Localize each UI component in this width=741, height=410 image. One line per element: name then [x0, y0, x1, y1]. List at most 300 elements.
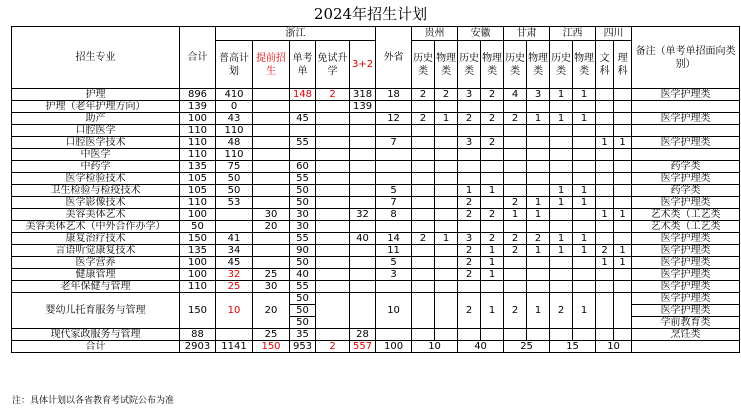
plan-cell: [350, 125, 376, 137]
plan-cell: [435, 161, 458, 173]
plan-cell: [504, 185, 527, 197]
plan-cell: 1: [573, 233, 596, 245]
table-row: [12, 161, 740, 173]
table-row: [12, 245, 740, 257]
plan-cell: [458, 125, 481, 137]
plan-cell: [350, 149, 376, 161]
plan-cell: [253, 125, 290, 137]
plan-cell: [253, 89, 290, 101]
plan-cell: [550, 329, 573, 341]
plan-cell: 30: [253, 281, 290, 293]
plan-cell: 410: [216, 89, 253, 101]
plan-cell: [435, 125, 458, 137]
footnote: 注：具体计划以各省教育考试院公布为准: [12, 396, 175, 406]
plan-cell: [458, 281, 481, 293]
plan-cell: [573, 257, 596, 269]
major-name: 助产: [12, 113, 180, 125]
plan-cell: [412, 161, 435, 173]
plan-cell: [614, 329, 632, 341]
table-row: [12, 101, 740, 113]
plan-cell: [458, 161, 481, 173]
plan-cell: 110: [216, 125, 253, 137]
plan-cell: [458, 173, 481, 185]
plan-cell: 2: [481, 113, 504, 125]
plan-cell: [614, 113, 632, 125]
plan-cell: [504, 173, 527, 185]
plan-cell: [376, 329, 412, 341]
plan-cell: [527, 221, 550, 233]
plan-cell: 30: [290, 209, 316, 221]
table-row: [12, 233, 740, 245]
plan-cell: [527, 329, 550, 341]
plan-cell: 2: [481, 137, 504, 149]
plan-cell: 2: [458, 209, 481, 221]
plan-cell: 110: [180, 149, 216, 161]
plan-cell: [573, 221, 596, 233]
remark-cell: 医学护理类: [632, 137, 740, 149]
plan-cell: [216, 209, 253, 221]
plan-cell: [412, 101, 435, 113]
plan-cell: [316, 221, 350, 233]
plan-cell: [253, 197, 290, 209]
plan-cell: 1: [481, 185, 504, 197]
plan-cell: [350, 281, 376, 293]
plan-cell: 88: [180, 329, 216, 341]
plan-cell: [350, 161, 376, 173]
plan-cell: [350, 269, 376, 281]
plan-cell: [573, 173, 596, 185]
header-remarks: 备注（单考单招面向类别）: [632, 27, 740, 89]
plan-cell: [573, 161, 596, 173]
plan-cell: [481, 221, 504, 233]
plan-cell: [412, 209, 435, 221]
plan-cell: 1: [504, 209, 527, 221]
plan-cell: [435, 197, 458, 209]
plan-cell: [316, 101, 350, 113]
plan-cell: 45: [290, 113, 316, 125]
plan-cell: [550, 101, 573, 113]
table-row: [12, 113, 740, 125]
plan-cell: [596, 161, 614, 173]
plan-cell: 20: [253, 293, 290, 329]
plan-cell: [596, 89, 614, 101]
plan-cell: 3: [458, 137, 481, 149]
plan-cell: 150: [180, 233, 216, 245]
plan-cell: [573, 281, 596, 293]
plan-cell: 10: [376, 293, 412, 329]
plan-cell: 75: [216, 161, 253, 173]
header-sichuan-science: 理科: [614, 41, 632, 89]
plan-cell: 55: [290, 281, 316, 293]
plan-cell: 1: [481, 257, 504, 269]
total-cell: 150: [253, 341, 290, 353]
plan-cell: [412, 257, 435, 269]
plan-cell: [550, 209, 573, 221]
table-row: [12, 125, 740, 137]
plan-cell: 318: [350, 89, 376, 101]
major-name: 中药学: [12, 161, 180, 173]
plan-cell: [290, 101, 316, 113]
plan-cell: 100: [180, 257, 216, 269]
plan-cell: 135: [180, 161, 216, 173]
header-anhui-physics: 物理类: [481, 41, 504, 89]
plan-cell: [435, 293, 458, 329]
plan-cell: [350, 293, 376, 329]
plan-cell: [376, 281, 412, 293]
plan-cell: 60: [290, 161, 316, 173]
remark-cell: [632, 125, 740, 137]
plan-cell: [527, 173, 550, 185]
remark-cell: 医学护理类: [632, 113, 740, 125]
plan-cell: [596, 185, 614, 197]
major-name: 医学检验技术: [12, 173, 180, 185]
total-cell: 1141: [216, 341, 253, 353]
remark-cell: 药学类: [632, 161, 740, 173]
plan-cell: 2: [458, 269, 481, 281]
header-sichuan-liberal: 文科: [596, 41, 614, 89]
plan-cell: 1: [573, 293, 596, 329]
plan-cell: [596, 269, 614, 281]
plan-cell: [316, 257, 350, 269]
plan-cell: 135: [180, 245, 216, 257]
plan-cell: 0: [216, 101, 253, 113]
plan-cell: [316, 245, 350, 257]
plan-cell: [614, 269, 632, 281]
major-name: 医学影像技术: [12, 197, 180, 209]
plan-cell: [376, 101, 412, 113]
table-row: [12, 137, 740, 149]
plan-cell: 110: [180, 125, 216, 137]
plan-cell: 1: [614, 137, 632, 149]
major-name: 中医学: [12, 149, 180, 161]
plan-cell: [550, 221, 573, 233]
table-row: [12, 149, 740, 161]
plan-cell: 1: [596, 137, 614, 149]
remark-cell: 医学护理类: [632, 257, 740, 269]
header-anhui: 安徽: [458, 27, 504, 41]
plan-cell: [350, 137, 376, 149]
plan-cell: [290, 125, 316, 137]
plan-cell: 32: [350, 209, 376, 221]
plan-cell: [435, 173, 458, 185]
plan-cell: 100: [180, 113, 216, 125]
plan-cell: 1: [596, 257, 614, 269]
plan-cell: 11: [376, 245, 412, 257]
plan-cell: [550, 173, 573, 185]
header-anhui-history: 历史类: [458, 41, 481, 89]
plan-cell: 1: [527, 113, 550, 125]
plan-cell: [253, 101, 290, 113]
plan-cell: 2: [504, 245, 527, 257]
major-name: 美容美体艺术（中外合作办学）: [12, 221, 180, 233]
plan-cell: 150: [180, 293, 216, 329]
plan-cell: [527, 149, 550, 161]
plan-cell: [614, 149, 632, 161]
remark-cell: 艺术类（工艺类: [632, 221, 740, 233]
plan-cell: [435, 137, 458, 149]
plan-cell: 3: [458, 233, 481, 245]
remark-cell: 医学护理类: [632, 305, 740, 317]
plan-cell: [376, 173, 412, 185]
plan-cell: [614, 293, 632, 329]
plan-cell: 1: [596, 209, 614, 221]
single-plan-cell: 50: [290, 317, 316, 329]
plan-cell: [504, 221, 527, 233]
plan-cell: [316, 137, 350, 149]
plan-cell: 139: [350, 101, 376, 113]
plan-cell: [435, 185, 458, 197]
plan-cell: [596, 233, 614, 245]
plan-cell: 1: [527, 197, 550, 209]
plan-cell: 2: [458, 293, 481, 329]
plan-cell: [316, 185, 350, 197]
remark-cell: 医学护理类: [632, 245, 740, 257]
plan-cell: [550, 137, 573, 149]
plan-cell: 5: [376, 185, 412, 197]
plan-cell: [435, 269, 458, 281]
major-name: 医学营养: [12, 257, 180, 269]
plan-cell: [504, 149, 527, 161]
plan-cell: [412, 197, 435, 209]
plan-cell: [412, 149, 435, 161]
plan-cell: 1: [550, 197, 573, 209]
plan-cell: 20: [253, 221, 290, 233]
plan-cell: [290, 149, 316, 161]
plan-cell: 100: [180, 269, 216, 281]
plan-cell: [350, 185, 376, 197]
plan-cell: 2: [458, 197, 481, 209]
plan-cell: 1: [573, 185, 596, 197]
total-cell: [632, 341, 740, 353]
totals-row: [12, 341, 740, 353]
plan-cell: 2: [596, 245, 614, 257]
plan-cell: 1: [550, 245, 573, 257]
plan-cell: [412, 329, 435, 341]
plan-cell: [316, 113, 350, 125]
plan-cell: [573, 137, 596, 149]
plan-cell: 100: [180, 209, 216, 221]
plan-cell: [504, 281, 527, 293]
enrollment-plan-table: [11, 26, 740, 353]
plan-cell: [412, 173, 435, 185]
plan-cell: [614, 281, 632, 293]
plan-cell: [316, 173, 350, 185]
header-gansu: 甘肃: [504, 27, 550, 41]
plan-cell: [412, 185, 435, 197]
plan-cell: [458, 149, 481, 161]
plan-cell: [253, 233, 290, 245]
remark-cell: 药学类: [632, 185, 740, 197]
remark-cell: 学前教育类: [632, 317, 740, 329]
plan-cell: 30: [253, 209, 290, 221]
plan-cell: [614, 173, 632, 185]
plan-cell: [573, 269, 596, 281]
total-cell: 10: [412, 341, 458, 353]
plan-cell: [596, 101, 614, 113]
plan-cell: 3: [376, 269, 412, 281]
plan-cell: 1: [435, 113, 458, 125]
remark-cell: 医学护理类: [632, 173, 740, 185]
remark-cell: 医学护理类: [632, 281, 740, 293]
plan-cell: 1: [527, 293, 550, 329]
plan-cell: 35: [290, 329, 316, 341]
plan-cell: [596, 173, 614, 185]
major-name: 护理（老年护理方向）: [12, 101, 180, 113]
plan-cell: 50: [216, 185, 253, 197]
table-body: [12, 89, 740, 353]
plan-cell: [550, 161, 573, 173]
major-name: 美容美体艺术: [12, 209, 180, 221]
plan-cell: 1: [614, 209, 632, 221]
plan-cell: [435, 245, 458, 257]
plan-cell: [596, 293, 614, 329]
plan-cell: [596, 197, 614, 209]
plan-cell: [435, 149, 458, 161]
plan-cell: 1: [527, 209, 550, 221]
header-jiangxi-history: 历史类: [550, 41, 573, 89]
plan-cell: 110: [216, 149, 253, 161]
plan-cell: [435, 281, 458, 293]
plan-cell: 105: [180, 185, 216, 197]
plan-cell: [481, 329, 504, 341]
plan-cell: [614, 221, 632, 233]
remark-cell: 医学护理类: [632, 269, 740, 281]
plan-cell: [435, 221, 458, 233]
plan-cell: 1: [481, 269, 504, 281]
plan-cell: [527, 281, 550, 293]
plan-cell: 55: [290, 137, 316, 149]
table-row: [12, 185, 740, 197]
table-row: [12, 89, 740, 101]
plan-cell: [550, 269, 573, 281]
plan-cell: 48: [216, 137, 253, 149]
plan-cell: [316, 149, 350, 161]
plan-cell: [504, 101, 527, 113]
header-three-two: 3+2: [350, 41, 376, 89]
plan-cell: [573, 101, 596, 113]
plan-cell: 1: [550, 185, 573, 197]
plan-cell: 2: [316, 89, 350, 101]
remark-cell: 医学护理类: [632, 233, 740, 245]
plan-cell: 2: [481, 233, 504, 245]
plan-cell: [573, 149, 596, 161]
plan-cell: [350, 197, 376, 209]
plan-cell: 45: [216, 257, 253, 269]
plan-cell: [253, 173, 290, 185]
plan-cell: 25: [216, 281, 253, 293]
plan-cell: [412, 281, 435, 293]
plan-cell: 50: [290, 257, 316, 269]
header-guizhou-physics: 物理类: [435, 41, 458, 89]
plan-cell: [504, 137, 527, 149]
plan-cell: 25: [253, 329, 290, 341]
plan-cell: [481, 101, 504, 113]
plan-cell: [614, 233, 632, 245]
plan-cell: 34: [216, 245, 253, 257]
plan-cell: 53: [216, 197, 253, 209]
table-row: [12, 269, 740, 281]
plan-cell: 90: [290, 245, 316, 257]
plan-cell: [573, 125, 596, 137]
plan-cell: [253, 113, 290, 125]
plan-cell: [527, 161, 550, 173]
major-name: 卫生检验与检疫技术: [12, 185, 180, 197]
header-zhejiang: 浙江: [216, 27, 376, 41]
header-total: 合计: [180, 27, 216, 89]
total-cell: 953: [290, 341, 316, 353]
plan-cell: 2: [527, 233, 550, 245]
plan-cell: [412, 221, 435, 233]
plan-cell: [216, 221, 253, 233]
plan-cell: [435, 329, 458, 341]
plan-cell: 1: [573, 197, 596, 209]
plan-cell: 2: [412, 89, 435, 101]
major-name: 现代家政服务与管理: [12, 329, 180, 341]
total-cell: 100: [376, 341, 412, 353]
plan-cell: [614, 197, 632, 209]
plan-cell: [573, 329, 596, 341]
plan-cell: [527, 125, 550, 137]
table-row: [12, 257, 740, 269]
header-jiangxi-physics: 物理类: [573, 41, 596, 89]
plan-cell: 2: [481, 89, 504, 101]
plan-cell: 110: [180, 281, 216, 293]
total-cell: 15: [550, 341, 596, 353]
plan-cell: 2: [412, 233, 435, 245]
plan-cell: [350, 245, 376, 257]
plan-cell: 32: [216, 269, 253, 281]
major-name: 康复治疗技术: [12, 233, 180, 245]
plan-cell: [376, 125, 412, 137]
plan-cell: [376, 149, 412, 161]
plan-cell: [316, 197, 350, 209]
plan-cell: [412, 293, 435, 329]
plan-cell: 25: [253, 269, 290, 281]
remark-cell: 艺术类（工艺类: [632, 209, 740, 221]
plan-cell: [596, 149, 614, 161]
plan-cell: 43: [216, 113, 253, 125]
plan-cell: [435, 101, 458, 113]
header-single: 单考单: [290, 41, 316, 89]
remark-cell: 烹饪类: [632, 329, 740, 341]
plan-cell: 1: [614, 257, 632, 269]
plan-cell: 2: [435, 89, 458, 101]
plan-cell: [481, 197, 504, 209]
plan-cell: 40: [290, 269, 316, 281]
plan-cell: [412, 269, 435, 281]
plan-cell: 7: [376, 137, 412, 149]
plan-cell: [435, 209, 458, 221]
plan-cell: [481, 281, 504, 293]
plan-cell: 1: [481, 245, 504, 257]
plan-cell: 2: [504, 293, 527, 329]
plan-cell: [527, 269, 550, 281]
plan-cell: [614, 101, 632, 113]
remark-cell: 医学护理类: [632, 197, 740, 209]
single-plan-cell: 50: [290, 293, 316, 305]
plan-cell: [504, 257, 527, 269]
plan-cell: 55: [290, 233, 316, 245]
plan-cell: 1: [573, 89, 596, 101]
plan-cell: [350, 221, 376, 233]
plan-cell: 28: [350, 329, 376, 341]
plan-cell: [527, 101, 550, 113]
plan-cell: [596, 221, 614, 233]
plan-cell: 2: [412, 113, 435, 125]
header-outside: 外省: [376, 27, 412, 89]
remark-cell: 医学护理类: [632, 293, 740, 305]
plan-cell: 2: [550, 293, 573, 329]
